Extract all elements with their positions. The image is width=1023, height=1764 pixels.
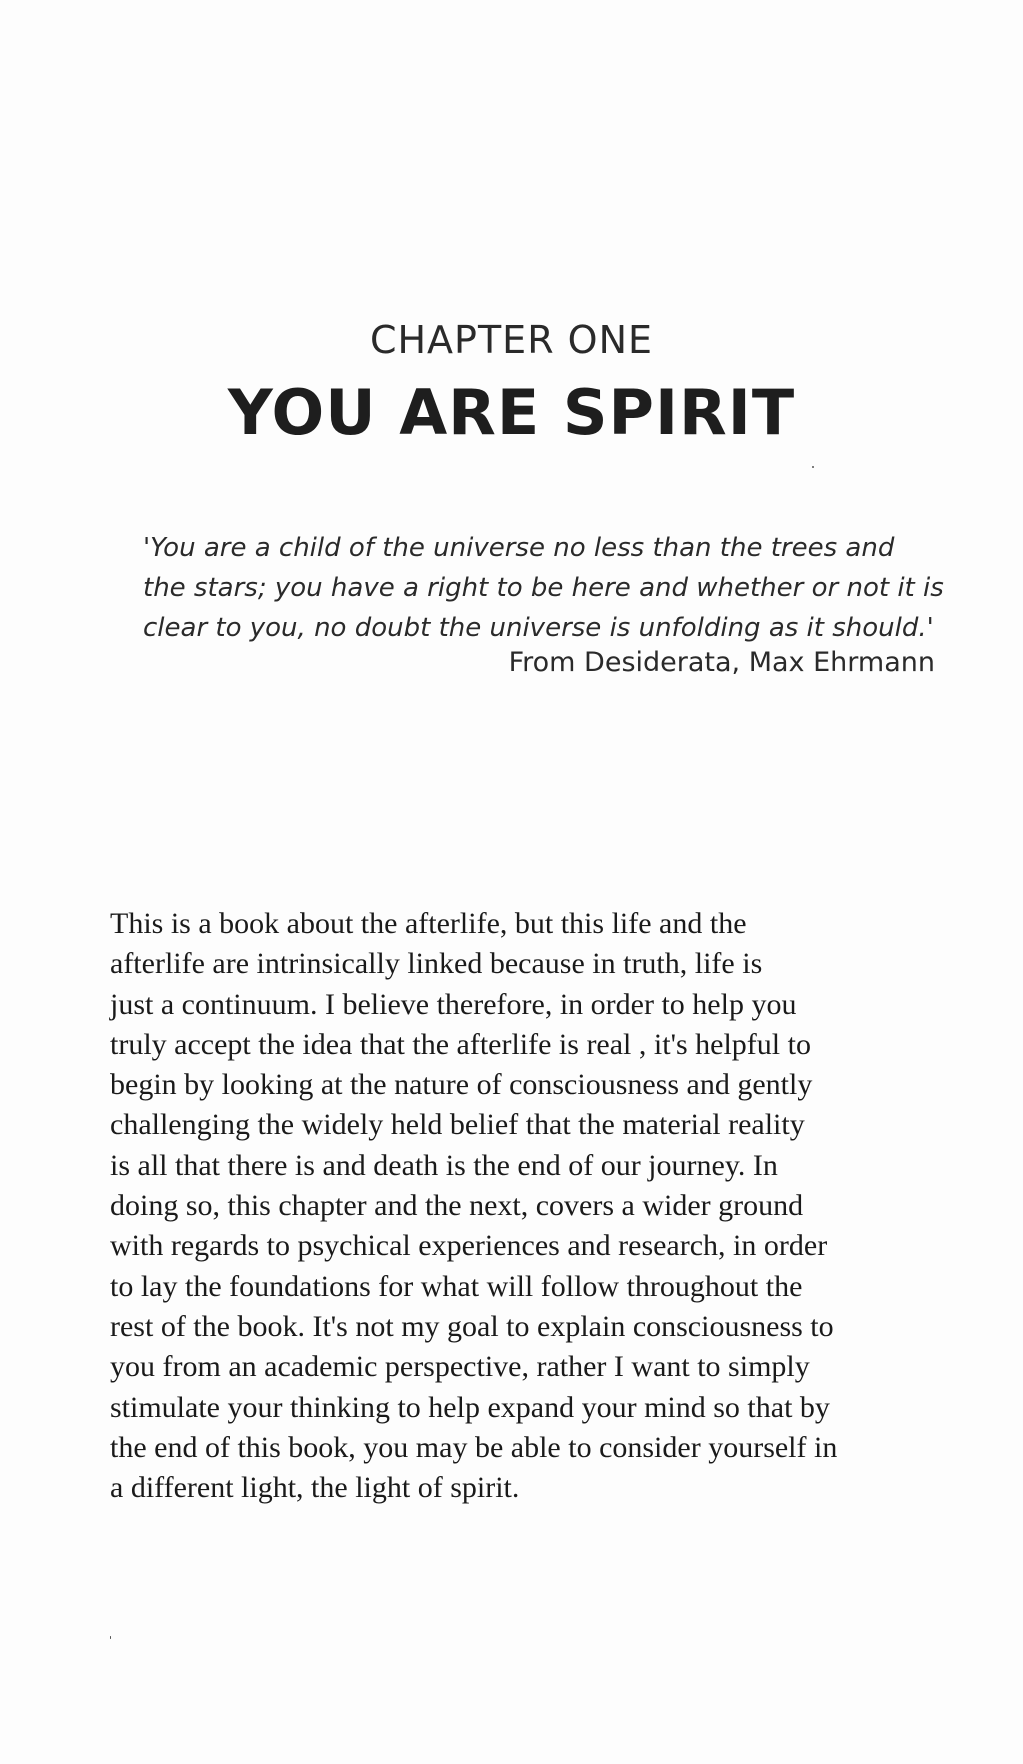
print-speck [110, 1636, 111, 1639]
body-line: rest of the book. It's not my goal to explain consciousness to [110, 1309, 834, 1343]
body-line: begin by looking at the nature of consciousness and gently [110, 1068, 813, 1102]
body-paragraph [110, 904, 950, 1508]
body-line: truly accept the idea that the afterlife is real , it's helpful to [110, 1027, 811, 1061]
body-line: to lay the foundations for what will follow throughout the [110, 1269, 803, 1303]
epigraph-attribution: From Desiderata, Max Ehrmann [508, 647, 935, 678]
body-line: doing so, this chapter and the next, covers a wider ground [110, 1189, 804, 1223]
body-line: with regards to psychical experiences and research, in order [110, 1229, 828, 1263]
body-line: afterlife are intrinsically linked because in truth, life is [110, 947, 763, 981]
body-line: is all that there is and death is the end of our journey. In [110, 1148, 778, 1182]
chapter-title: YOU ARE SPIRIT [227, 376, 796, 449]
print-speck [812, 466, 814, 468]
body-line: you from an academic perspective, rather I want to simply [110, 1350, 810, 1384]
epigraph-quote [143, 528, 943, 648]
body-line: This is a book about the afterlife, but this life and the [110, 907, 747, 940]
chapter-label: CHAPTER ONE [369, 318, 654, 362]
epigraph-line: 'You are a child of the universe no less than the trees and [143, 533, 895, 563]
body-line: challenging the widely held belief that the material reality [110, 1108, 805, 1142]
epigraph-line: the stars; you have a right to be here and whether or not it is [143, 573, 944, 603]
body-line: stimulate your thinking to help expand your mind so that by [110, 1390, 830, 1424]
epigraph-line: clear to you, no doubt the universe is unfolding as it should.' [143, 613, 934, 643]
body-line: a different light, the light of spirit. [110, 1471, 520, 1505]
body-line: just a continuum. I believe therefore, in order to help you [110, 987, 797, 1021]
body-line: the end of this book, you may be able to consider yourself in [110, 1430, 838, 1464]
